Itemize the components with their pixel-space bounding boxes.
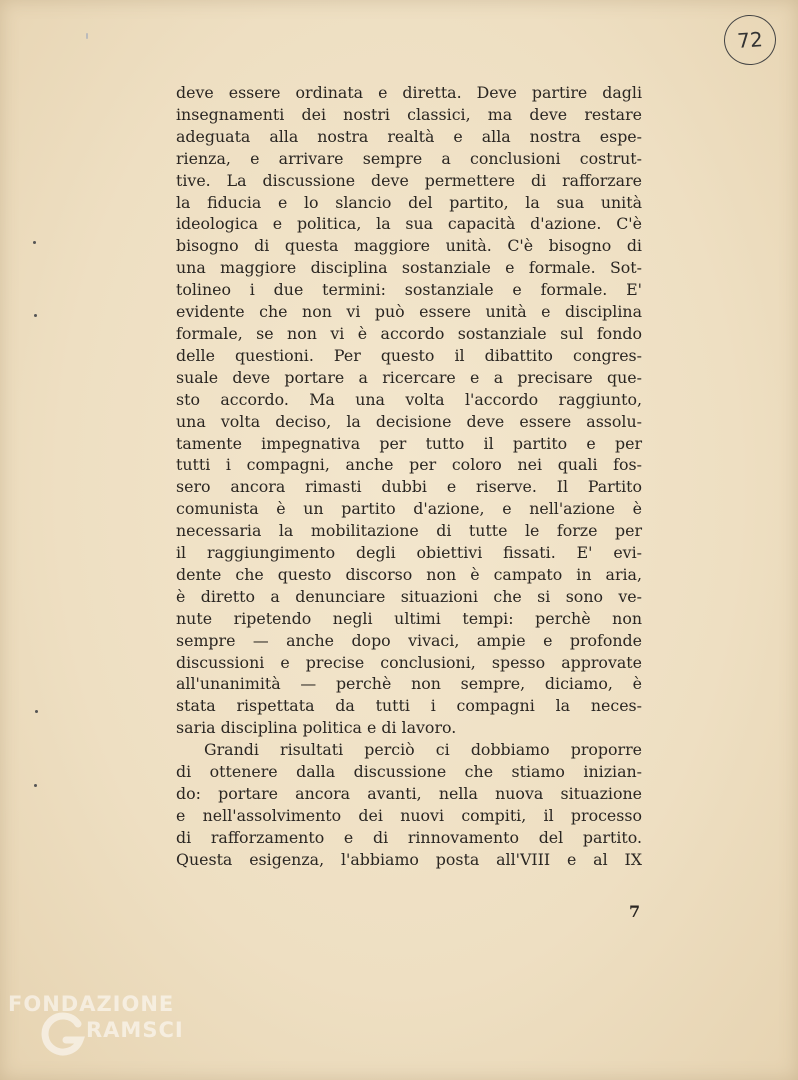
text-line: Questa esigenza, l'abbiamo posta all'VIII e al IX [176,849,642,869]
archive-number: 72 [736,27,764,53]
text-line: do: portare ancora avanti, nella nuova situazione [176,784,642,803]
text-line: stata rispettata da tutti i compagni la neces- [176,696,642,716]
text-line: comunista è un partito d'azione, e nell'azione è [176,499,642,519]
text-line: il raggiungimento degli obiettivi fissati. E' evi- [176,543,642,563]
text-line: sempre — anche dopo vivaci, ampie e profonde [176,630,642,650]
text-line: la fiducia e lo slancio del partito, la sua unità [176,192,642,212]
text-line: necessaria la mobilitazione di tutte le forze per [176,521,642,541]
watermark-line-1: FONDAZIONE [8,992,175,1016]
ink-speck [35,710,38,713]
text-line: adeguata alla nostra realtà e alla nostra espe- [176,126,642,146]
text-line: saria disciplina politica e di lavoro. [176,718,457,738]
text-line: sto accordo. Ma una volta l'accordo raggiunto, [176,389,642,409]
text-line: tamente impegnativa per tutto il partito e per [176,433,642,453]
watermark-g-logo-icon [38,1010,88,1060]
ink-speck [86,33,88,39]
text-line: discussioni e precise conclusioni, spesso approvate [176,652,642,672]
text-line: dente che questo discorso non è campato in aria, [176,564,642,584]
text-line: di rafforzamento e di rinnovamento del partito. [176,827,642,847]
text-line: e nell'assolvimento dei nuovi compiti, il processo [176,805,642,825]
text-line: tive. La discussione deve permettere di rafforzare [176,170,642,190]
ink-speck [34,314,37,317]
ink-speck [34,784,37,787]
watermark-line-2: RAMSCI [86,1018,184,1042]
page-number: 7 [629,902,641,921]
ink-speck [33,241,36,244]
text-line: ideologica e politica, la sua capacità d'azione. C'è [176,214,642,234]
text-line-paragraph-start: Grandi risultati perciò ci dobbiamo proporre [204,740,642,760]
text-line: all'unanimità — perchè non sempre, diciamo, è [176,674,642,694]
text-line: rienza, e arrivare sempre a conclusioni costrut- [176,148,642,168]
text-line: evidente che non vi può essere unità e disciplina [176,302,642,322]
text-line: sero ancora rimasti dubbi e riserve. Il Partito [176,477,642,497]
text-line: insegnamenti dei nostri classici, ma deve restare [176,104,642,124]
text-line: di ottenere dalla discussione che stiamo inizian- [176,762,642,782]
text-line: bisogno di questa maggiore unità. C'è bisogno di [176,236,642,256]
text-line: una volta deciso, la decisione deve essere assolu- [176,411,642,431]
text-line: nute ripetendo negli ultimi tempi: perchè non [176,608,642,628]
text-line: tolineo i due termini: sostanziale e formale. E' [176,280,642,300]
text-line: una maggiore disciplina sostanziale e formale. Sot- [176,258,642,278]
foundation-watermark [4,990,204,1070]
text-line: deve essere ordinata e diretta. Deve partire dagli [176,83,642,102]
text-line: suale deve portare a ricercare e a precisare que- [176,367,642,387]
text-line: è diretto a denunciare situazioni che si sono ve- [176,586,642,606]
text-line: formale, se non vi è accordo sostanziale sul fondo [176,323,642,343]
archive-number-stamp [722,13,777,67]
text-line: tutti i compagni, anche per coloro nei quali fos- [176,455,642,475]
text-line: delle questioni. Per questo il dibattito congres- [176,345,642,365]
body-text [176,82,642,871]
